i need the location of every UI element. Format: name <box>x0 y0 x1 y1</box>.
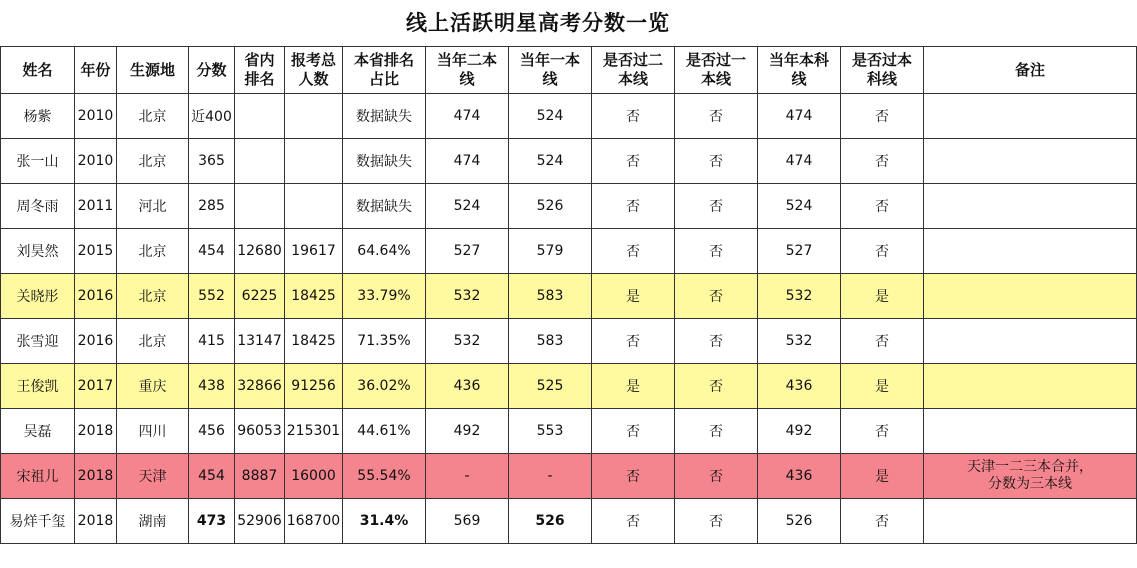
cell-passed-tier2: 否 <box>592 409 675 454</box>
cell-undergrad-line: 436 <box>758 454 841 499</box>
header-undergrad-line: 当年本科 线 <box>758 47 841 94</box>
cell-year: 2016 <box>75 319 117 364</box>
cell-remarks <box>924 319 1137 364</box>
cell-name: 刘昊然 <box>1 229 75 274</box>
cell-tier2-line: 524 <box>426 184 509 229</box>
cell-passed-undergrad: 否 <box>841 184 924 229</box>
cell-total-applicants: 215301 <box>285 409 343 454</box>
cell-tier1-line: 553 <box>509 409 592 454</box>
cell-origin: 北京 <box>117 139 189 184</box>
cell-remarks <box>924 274 1137 319</box>
cell-province-rank: 6225 <box>235 274 285 319</box>
cell-passed-undergrad: 否 <box>841 139 924 184</box>
header-province-rank: 省内 排名 <box>235 47 285 94</box>
cell-rank-ratio: 33.79% <box>343 274 426 319</box>
cell-undergrad-line: 436 <box>758 364 841 409</box>
cell-year: 2011 <box>75 184 117 229</box>
cell-remarks: 天津一二三本合并， 分数为三本线 <box>924 454 1137 499</box>
cell-province-rank: 96053 <box>235 409 285 454</box>
table-row <box>1 409 1137 454</box>
cell-total-applicants <box>285 184 343 229</box>
cell-remarks <box>924 229 1137 274</box>
cell-passed-undergrad: 是 <box>841 274 924 319</box>
cell-name: 王俊凯 <box>1 364 75 409</box>
cell-score: 415 <box>189 319 235 364</box>
cell-undergrad-line: 532 <box>758 274 841 319</box>
cell-passed-tier1: 否 <box>675 184 758 229</box>
cell-rank-ratio: 64.64% <box>343 229 426 274</box>
cell-passed-tier1: 否 <box>675 274 758 319</box>
cell-passed-undergrad: 否 <box>841 94 924 139</box>
table-row <box>1 319 1137 364</box>
cell-passed-tier2: 否 <box>592 184 675 229</box>
cell-tier1-line: - <box>509 454 592 499</box>
cell-tier2-line: 492 <box>426 409 509 454</box>
cell-rank-ratio: 71.35% <box>343 319 426 364</box>
cell-province-rank <box>235 139 285 184</box>
header-passed-tier1: 是否过一 本线 <box>675 47 758 94</box>
cell-name: 宋祖儿 <box>1 454 75 499</box>
cell-year: 2018 <box>75 499 117 544</box>
cell-tier1-line: 579 <box>509 229 592 274</box>
header-score: 分数 <box>189 47 235 94</box>
cell-passed-tier1: 否 <box>675 454 758 499</box>
cell-origin: 北京 <box>117 94 189 139</box>
cell-passed-tier2: 是 <box>592 364 675 409</box>
header-row <box>1 47 1137 94</box>
cell-name: 易烊千玺 <box>1 499 75 544</box>
cell-passed-undergrad: 否 <box>841 229 924 274</box>
table-row <box>1 229 1137 274</box>
table-body <box>1 94 1137 544</box>
header-year: 年份 <box>75 47 117 94</box>
cell-total-applicants: 16000 <box>285 454 343 499</box>
cell-tier2-line: 532 <box>426 319 509 364</box>
table-row <box>1 139 1137 184</box>
cell-undergrad-line: 532 <box>758 319 841 364</box>
cell-year: 2018 <box>75 454 117 499</box>
cell-total-applicants: 18425 <box>285 274 343 319</box>
cell-passed-tier2: 否 <box>592 139 675 184</box>
cell-origin: 重庆 <box>117 364 189 409</box>
cell-province-rank: 32866 <box>235 364 285 409</box>
cell-score: 456 <box>189 409 235 454</box>
cell-passed-undergrad: 否 <box>841 409 924 454</box>
cell-passed-undergrad: 是 <box>841 454 924 499</box>
cell-passed-tier2: 否 <box>592 94 675 139</box>
cell-year: 2010 <box>75 94 117 139</box>
cell-rank-ratio: 44.61% <box>343 409 426 454</box>
cell-score: 473 <box>189 499 235 544</box>
cell-name: 周冬雨 <box>1 184 75 229</box>
cell-total-applicants: 168700 <box>285 499 343 544</box>
cell-tier1-line: 524 <box>509 139 592 184</box>
cell-rank-ratio: 数据缺失 <box>343 184 426 229</box>
cell-province-rank <box>235 94 285 139</box>
cell-tier1-line: 526 <box>509 499 592 544</box>
cell-total-applicants: 18425 <box>285 319 343 364</box>
cell-passed-tier2: 否 <box>592 499 675 544</box>
cell-passed-undergrad: 是 <box>841 364 924 409</box>
header-rank-ratio: 本省排名 占比 <box>343 47 426 94</box>
cell-score: 438 <box>189 364 235 409</box>
table-row <box>1 364 1137 409</box>
cell-remarks <box>924 184 1137 229</box>
cell-undergrad-line: 527 <box>758 229 841 274</box>
table-row <box>1 454 1137 499</box>
header-name: 姓名 <box>1 47 75 94</box>
header-remarks: 备注 <box>924 47 1137 94</box>
cell-score: 454 <box>189 454 235 499</box>
cell-tier2-line: 527 <box>426 229 509 274</box>
cell-year: 2018 <box>75 409 117 454</box>
cell-province-rank: 52906 <box>235 499 285 544</box>
header-passed-tier2: 是否过二 本线 <box>592 47 675 94</box>
cell-year: 2010 <box>75 139 117 184</box>
cell-undergrad-line: 474 <box>758 139 841 184</box>
cell-year: 2016 <box>75 274 117 319</box>
cell-name: 杨紫 <box>1 94 75 139</box>
cell-passed-tier2: 否 <box>592 229 675 274</box>
cell-undergrad-line: 526 <box>758 499 841 544</box>
cell-tier1-line: 583 <box>509 274 592 319</box>
cell-origin: 河北 <box>117 184 189 229</box>
cell-name: 张雪迎 <box>1 319 75 364</box>
cell-total-applicants <box>285 94 343 139</box>
cell-origin: 北京 <box>117 319 189 364</box>
cell-total-applicants: 91256 <box>285 364 343 409</box>
cell-passed-tier1: 否 <box>675 94 758 139</box>
cell-remarks <box>924 499 1137 544</box>
cell-rank-ratio: 数据缺失 <box>343 94 426 139</box>
cell-remarks <box>924 409 1137 454</box>
cell-passed-tier2: 否 <box>592 454 675 499</box>
footer-strip <box>0 553 1076 568</box>
cell-province-rank: 12680 <box>235 229 285 274</box>
cell-passed-tier1: 否 <box>675 409 758 454</box>
cell-rank-ratio: 36.02% <box>343 364 426 409</box>
header-tier2-line: 当年二本 线 <box>426 47 509 94</box>
table-row <box>1 274 1137 319</box>
cell-passed-tier1: 否 <box>675 139 758 184</box>
cell-passed-undergrad: 否 <box>841 499 924 544</box>
cell-score: 365 <box>189 139 235 184</box>
cell-score: 454 <box>189 229 235 274</box>
cell-remarks <box>924 364 1137 409</box>
cell-rank-ratio: 31.4% <box>343 499 426 544</box>
cell-origin: 北京 <box>117 274 189 319</box>
score-table <box>0 46 1137 544</box>
cell-score: 552 <box>189 274 235 319</box>
header-total-applicants: 报考总 人数 <box>285 47 343 94</box>
cell-passed-tier1: 否 <box>675 364 758 409</box>
cell-remarks <box>924 139 1137 184</box>
cell-total-applicants: 19617 <box>285 229 343 274</box>
cell-rank-ratio: 55.54% <box>343 454 426 499</box>
table-row <box>1 94 1137 139</box>
cell-passed-tier2: 否 <box>592 319 675 364</box>
table-row <box>1 184 1137 229</box>
cell-undergrad-line: 524 <box>758 184 841 229</box>
cell-name: 吴磊 <box>1 409 75 454</box>
cell-origin: 天津 <box>117 454 189 499</box>
header-passed-undergrad: 是否过本 科线 <box>841 47 924 94</box>
cell-score: 285 <box>189 184 235 229</box>
cell-tier1-line: 583 <box>509 319 592 364</box>
cell-year: 2017 <box>75 364 117 409</box>
cell-passed-tier1: 否 <box>675 499 758 544</box>
cell-tier2-line: 474 <box>426 139 509 184</box>
header-origin: 生源地 <box>117 47 189 94</box>
cell-remarks <box>924 94 1137 139</box>
cell-passed-tier2: 是 <box>592 274 675 319</box>
cell-tier2-line: - <box>426 454 509 499</box>
cell-province-rank: 13147 <box>235 319 285 364</box>
cell-name: 张一山 <box>1 139 75 184</box>
cell-name: 关晓彤 <box>1 274 75 319</box>
cell-tier1-line: 525 <box>509 364 592 409</box>
cell-total-applicants <box>285 139 343 184</box>
cell-tier2-line: 436 <box>426 364 509 409</box>
table-title: 线上活跃明星高考分数一览 <box>406 11 670 35</box>
cell-undergrad-line: 474 <box>758 94 841 139</box>
cell-tier1-line: 526 <box>509 184 592 229</box>
cell-province-rank <box>235 184 285 229</box>
header-tier1-line: 当年一本 线 <box>509 47 592 94</box>
table-row <box>1 499 1137 544</box>
cell-score: 近400 <box>189 94 235 139</box>
cell-passed-tier1: 否 <box>675 319 758 364</box>
cell-tier2-line: 532 <box>426 274 509 319</box>
cell-province-rank: 8887 <box>235 454 285 499</box>
cell-rank-ratio: 数据缺失 <box>343 139 426 184</box>
cell-passed-undergrad: 否 <box>841 319 924 364</box>
cell-tier2-line: 474 <box>426 94 509 139</box>
cell-tier2-line: 569 <box>426 499 509 544</box>
cell-undergrad-line: 492 <box>758 409 841 454</box>
cell-tier1-line: 524 <box>509 94 592 139</box>
cell-origin: 四川 <box>117 409 189 454</box>
cell-origin: 湖南 <box>117 499 189 544</box>
cell-origin: 北京 <box>117 229 189 274</box>
cell-passed-tier1: 否 <box>675 229 758 274</box>
cell-year: 2015 <box>75 229 117 274</box>
